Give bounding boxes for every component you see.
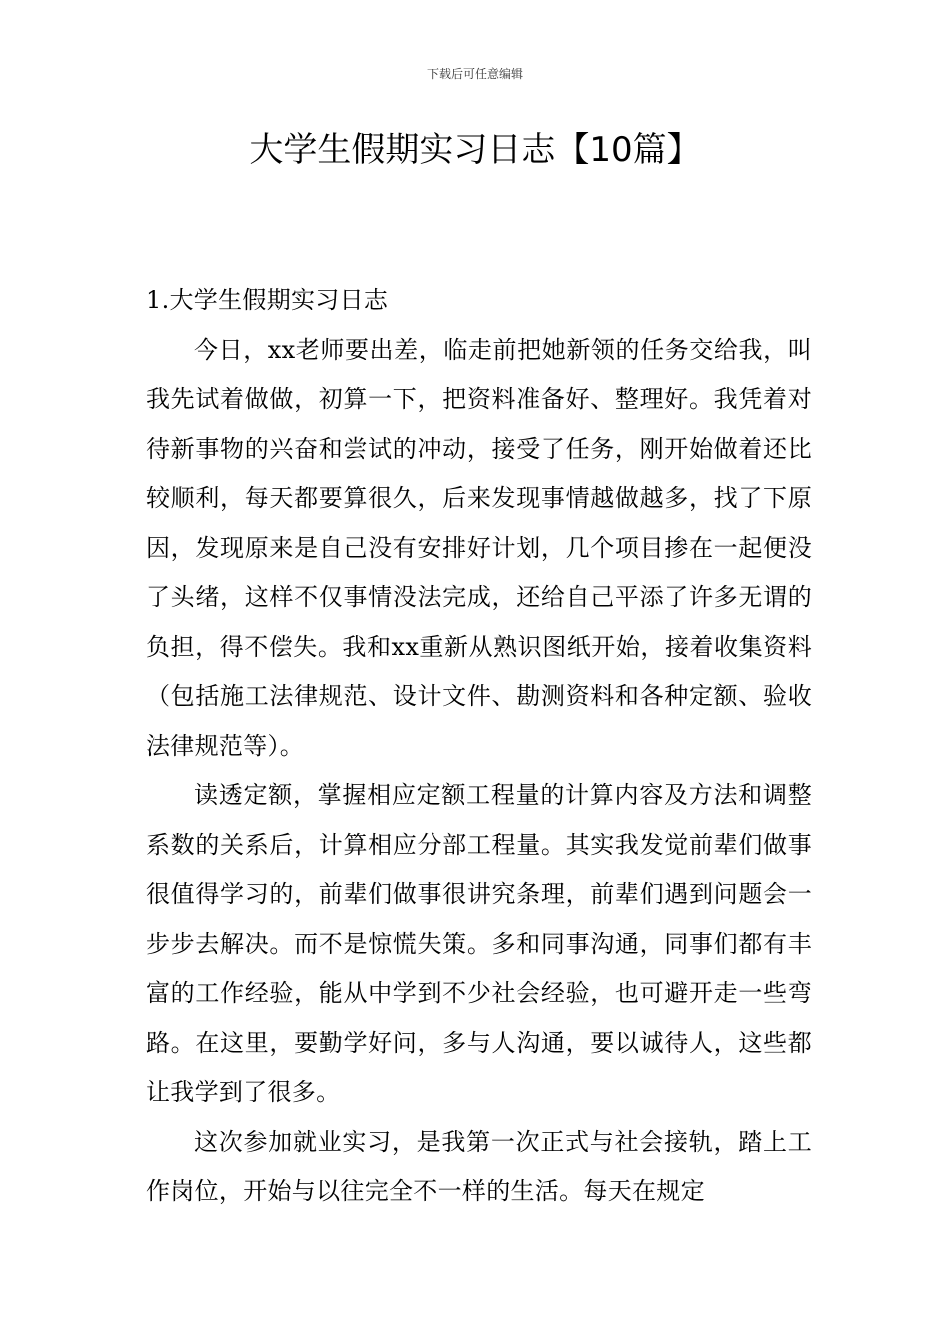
- document-body: [146, 276, 812, 1217]
- document-title: 大学生假期实习日志【10篇】: [249, 130, 701, 170]
- section-heading: 1.大学生假期实习日志: [146, 286, 389, 314]
- paragraph-1: 今日，xx老师要出差，临走前把她新领的任务交给我，叫我先试着做做，初算一下，把资料准备好、整理好。我凭着对待新事物的兴奋和尝试的冲动，接受了任务，刚开始做着还比较顺利，每天都要算很久，后来发现事情越做越多，找了下原因，发现原来是自己没有安排好计划，几个项目掺在一起便没了头绪，这样不仅事情没法完成，还给自己平添了许多无谓的负担，得不偿失。我和xx重新从熟识图纸开始，接着收集资料（包括施工法律规范、设计文件、勘测资料和各种定额、验收法律规范等）。: [146, 335, 812, 760]
- paragraph-3: 这次参加就业实习，是我第一次正式与社会接轨，踏上工作岗位，开始与以往完全不一样的生活。每天在规定: [146, 1127, 812, 1205]
- paragraph-2: 读透定额，掌握相应定额工程量的计算内容及方法和调整系数的关系后，计算相应分部工程量。其实我发觉前辈们做事很值得学习的，前辈们做事很讲究条理，前辈们遇到问题会一步步去解决。而不是惊慌失策。多和同事沟通，同事们都有丰富的工作经验，能从中学到不少社会经验，也可避开走一些弯路。在这里，要勤学好问，多与人沟通，要以诚待人，这些都让我学到了很多。: [146, 781, 812, 1106]
- header-note: 下载后可任意编辑: [426, 67, 523, 81]
